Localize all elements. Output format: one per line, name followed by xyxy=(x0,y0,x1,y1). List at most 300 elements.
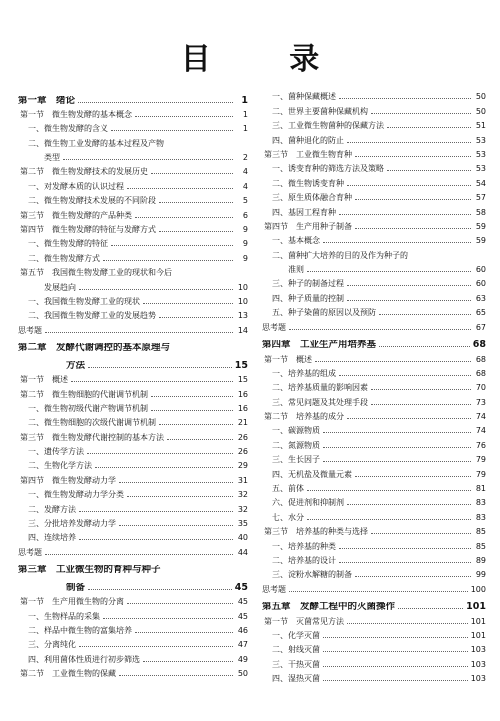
toc-section-entry xyxy=(18,595,248,609)
toc-page-number: 101 xyxy=(466,601,486,613)
toc-dot-leader xyxy=(398,608,463,609)
toc-page-number: 81 xyxy=(475,484,486,494)
toc-entry-title: 第一节 灭菌常见方法 xyxy=(264,616,344,626)
toc-page-number: 103 xyxy=(470,645,486,655)
toc-page-number: 50 xyxy=(475,92,486,102)
toc-page-number: 26 xyxy=(237,432,248,442)
toc-entry-title: 二、射线灭菌 xyxy=(272,645,320,655)
toc-dot-leader xyxy=(71,381,233,382)
toc-entry-title: 二、世界主要菌种保藏机构 xyxy=(272,106,368,116)
toc-page-number: 83 xyxy=(475,512,486,522)
toc-entry-title: 一、菌种保藏概述 xyxy=(272,92,336,102)
toc-dot-leader xyxy=(111,245,233,246)
toc-subsection-entry xyxy=(18,517,248,531)
toc-section-entry xyxy=(18,266,248,280)
toc-subsection-entry xyxy=(18,638,248,652)
toc-page-number: 103 xyxy=(470,674,486,684)
toc-subsection-entry xyxy=(262,176,486,190)
toc-section-entry xyxy=(18,223,248,237)
toc-page-number: 65 xyxy=(475,308,486,318)
toc-dot-leader xyxy=(347,300,471,301)
toc-entry-title: 发展趋向 xyxy=(44,282,76,292)
toc-page-number: 15 xyxy=(234,359,248,371)
toc-chapter-entry xyxy=(262,335,486,353)
toc-dot-leader xyxy=(355,228,471,229)
toc-entry-title: 第二节 微生物细胞的代谢调节机制 xyxy=(20,389,148,399)
toc-entry-title: 三、工业微生物菌种的保藏方法 xyxy=(272,121,384,131)
toc-entry-title: 三、干热灭菌 xyxy=(272,659,320,669)
toc-subsection-entry xyxy=(262,496,486,510)
toc-dot-leader xyxy=(355,476,471,477)
toc-section-entry xyxy=(18,473,248,487)
toc-entry-title: 二、微生物发酵技术发展的不同阶段 xyxy=(28,196,156,206)
toc-dot-leader xyxy=(371,533,471,534)
toc-entry-title: 三、常见问题及其处理手段 xyxy=(272,397,368,407)
toc-subsection-entry xyxy=(262,277,486,291)
toc-dot-leader xyxy=(289,329,471,330)
toc-subsection-entry xyxy=(18,624,248,638)
toc-subsection-entry xyxy=(262,657,486,671)
toc-entry-title: 制备 xyxy=(66,582,86,593)
toc-entry-title: 四、连续培养 xyxy=(28,533,76,543)
toc-entry-title: 七、水分 xyxy=(272,512,304,522)
toc-dot-leader xyxy=(95,467,233,468)
toc-entry-title: 三、原生质体融合育种 xyxy=(272,193,352,203)
toc-page-number: 31 xyxy=(237,475,248,485)
toc-entry-title: 第四节 生产用种子制备 xyxy=(264,221,352,231)
toc-subsection-entry xyxy=(262,395,486,409)
toc-entry-title: 二、培养基质量的影响因素 xyxy=(272,383,368,393)
toc-exercises-entry xyxy=(18,323,248,337)
toc-entry-title: 二、微生物细胞的次级代谢调节机制 xyxy=(28,418,156,428)
toc-entry-title: 一、我国微生物发酵工业的现状 xyxy=(28,296,140,306)
toc-page-number: 40 xyxy=(237,533,248,543)
toc-entry-title: 第五节 我国微生物发酵工业的现状和今后 xyxy=(20,268,172,278)
toc-page-number: 101 xyxy=(470,616,486,626)
toc-entry-title: 第二节 培养基的成分 xyxy=(264,412,344,422)
toc-entry-title: 三、淀粉水解糖的制备 xyxy=(272,570,352,580)
toc-page-number: 58 xyxy=(475,207,486,217)
toc-entry-title: 一、对发酵本质的认识过程 xyxy=(28,181,124,191)
toc-page-number: 63 xyxy=(475,293,486,303)
toc-entry-title: 二、微生物发酵方式 xyxy=(28,253,100,263)
toc-page-number: 73 xyxy=(475,397,486,407)
toc-subsection-entry xyxy=(262,191,486,205)
toc-entry-title: 一、化学灭菌 xyxy=(272,631,320,641)
toc-chapter-entry xyxy=(18,560,248,578)
toc-page-number: 35 xyxy=(237,519,248,529)
toc-subsection-entry xyxy=(262,539,486,553)
toc-page-number: 10 xyxy=(237,282,248,292)
toc-subsection-entry xyxy=(262,248,486,262)
toc-dot-leader xyxy=(79,289,233,290)
toc-page-number: 44 xyxy=(237,547,248,557)
toc-dot-leader xyxy=(371,113,471,114)
toc-entry-title: 第一节 生产用微生物的分离 xyxy=(20,597,124,607)
toc-page-number: 59 xyxy=(475,236,486,246)
toc-subsection-entry xyxy=(18,194,248,208)
toc-entry-title: 二、发酵方法 xyxy=(28,504,76,514)
toc-dot-leader xyxy=(111,130,233,131)
toc-subsection-entry xyxy=(262,453,486,467)
toc-exercises-entry xyxy=(18,545,248,559)
toc-entry-title: 类型 xyxy=(44,153,60,163)
toc-dot-leader xyxy=(323,680,468,681)
toc-dot-leader xyxy=(339,375,471,376)
toc-page-number: 32 xyxy=(237,490,248,500)
toc-dot-leader xyxy=(339,548,471,549)
toc-page-number: 4 xyxy=(242,181,248,191)
toc-entry-title: 二、样品中微生物的富集培养 xyxy=(28,626,132,635)
toc-subsection-entry xyxy=(18,459,248,473)
toc-page-number: 9 xyxy=(242,239,248,249)
toc-page-number: 74 xyxy=(475,426,486,436)
toc-entry-title: 一、微生物发酵动力学分类 xyxy=(28,490,124,500)
toc-dot-leader xyxy=(135,116,233,117)
toc-page-number: 26 xyxy=(237,447,248,457)
toc-page-number: 14 xyxy=(237,325,248,335)
toc-dot-leader xyxy=(159,202,233,203)
toc-page-number: 16 xyxy=(237,403,248,413)
toc-subsection-entry xyxy=(262,381,486,395)
toc-page-number: 103 xyxy=(470,659,486,669)
toc-subsection-entry xyxy=(262,291,486,305)
toc-subsection-entry xyxy=(262,90,486,104)
toc-page-number: 5 xyxy=(242,196,248,206)
toc-subsection-entry xyxy=(18,122,248,136)
toc-chapter-entry xyxy=(18,90,248,108)
toc-subsection-entry xyxy=(262,467,486,481)
toc-entry-title: 一、微生物初级代谢产物调节机制 xyxy=(28,403,148,413)
toc-page-number: 57 xyxy=(475,193,486,203)
toc-section-entry xyxy=(18,208,248,222)
toc-entry-title: 准则 xyxy=(288,265,304,275)
toc-page-number: 53 xyxy=(475,149,486,159)
toc-subsection-entry xyxy=(18,652,248,666)
toc-page-number: 13 xyxy=(237,311,248,321)
toc-page-number: 53 xyxy=(475,164,486,174)
toc-page-number: 76 xyxy=(475,440,486,450)
toc-page-number: 79 xyxy=(475,455,486,465)
toc-entry-title: 第四节 微生物发酵的特征与发酵方式 xyxy=(20,225,156,235)
toc-entry-title: 二、微生物诱变育种 xyxy=(272,178,344,188)
toc-entry-title: 思考题 xyxy=(18,547,42,557)
toc-section-entry xyxy=(262,410,486,424)
toc-entry-title: 一、诱变育种的筛选方法及策略 xyxy=(272,164,384,174)
toc-page-number: 50 xyxy=(237,669,248,679)
toc-dot-leader xyxy=(307,519,471,520)
toc-entry-title: 一、培养基的组成 xyxy=(272,368,336,378)
toc-page-number: 54 xyxy=(475,178,486,188)
toc-entry-continued xyxy=(18,151,248,165)
toc-entry-title: 二、我国微生物发酵工业的发展趋势 xyxy=(28,311,156,321)
toc-dot-leader xyxy=(79,539,233,540)
toc-chapter-entry-continued xyxy=(18,577,248,595)
toc-subsection-entry xyxy=(262,643,486,657)
toc-entry-title: 五、前体 xyxy=(272,484,304,494)
toc-subsection-entry xyxy=(262,205,486,219)
toc-subsection-entry xyxy=(18,136,248,150)
toc-dot-leader xyxy=(78,102,233,103)
toc-entry-continued xyxy=(18,280,248,294)
toc-dot-leader xyxy=(307,271,471,272)
toc-subsection-entry xyxy=(262,424,486,438)
toc-entry-title: 第二节 微生物发酵技术的发展历史 xyxy=(20,167,148,177)
toc-dot-leader xyxy=(143,661,233,662)
toc-dot-leader xyxy=(143,303,233,304)
toc-entry-title: 二、氮源物质 xyxy=(272,440,320,450)
toc-subsection-entry xyxy=(262,629,486,643)
toc-dot-leader xyxy=(135,632,233,633)
toc-dot-leader xyxy=(323,432,471,433)
toc-dot-leader xyxy=(79,646,233,647)
toc-dot-leader xyxy=(151,410,233,411)
toc-dot-leader xyxy=(159,424,233,425)
toc-entry-title: 二、培养基的设计 xyxy=(272,556,336,565)
toc-entry-title: 第一节 概述 xyxy=(20,375,68,385)
toc-dot-leader xyxy=(371,404,471,405)
toc-dot-leader xyxy=(135,217,233,218)
toc-entry-title: 一、微生物发酵的含义 xyxy=(28,124,108,134)
toc-subsection-entry xyxy=(262,119,486,133)
toc-entry-title: 第三节 工业微生物育种 xyxy=(264,149,352,159)
toc-dot-leader xyxy=(347,418,471,419)
toc-entry-title: 三、生长因子 xyxy=(272,455,320,465)
toc-page-number: 1 xyxy=(241,94,248,106)
toc-entry-title: 方法 xyxy=(66,360,86,371)
toc-dot-leader xyxy=(79,511,233,512)
toc-subsection-entry xyxy=(18,502,248,516)
toc-page-number: 4 xyxy=(242,167,248,177)
toc-section-entry xyxy=(262,148,486,162)
toc-subsection-entry xyxy=(262,438,486,452)
toc-entry-title: 一、碳源物质 xyxy=(272,426,320,436)
toc-dot-leader xyxy=(371,389,471,390)
toc-subsection-entry xyxy=(18,531,248,545)
toc-section-entry xyxy=(18,667,248,681)
toc-subsection-entry xyxy=(18,237,248,251)
toc-dot-leader xyxy=(347,185,471,186)
toc-dot-leader xyxy=(323,242,471,243)
toc-page-number: 10 xyxy=(237,296,248,306)
toc-page-number: 79 xyxy=(475,469,486,479)
toc-dot-leader xyxy=(88,367,232,368)
toc-page-number: 6 xyxy=(242,210,248,220)
toc-page-number: 45 xyxy=(234,581,248,593)
toc-dot-leader xyxy=(289,591,468,592)
toc-entry-title: 四、利用菌体性质进行初步筛选 xyxy=(28,654,140,664)
toc-subsection-entry xyxy=(18,251,248,265)
toc-entry-title: 第三节 微生物发酵的产品种类 xyxy=(20,210,132,220)
toc-subsection-entry xyxy=(18,179,248,193)
toc-page-number: 29 xyxy=(237,461,248,471)
toc-page-number: 53 xyxy=(475,135,486,145)
toc-exercises-entry xyxy=(262,582,486,596)
toc-dot-leader xyxy=(323,666,468,667)
toc-subsection-entry xyxy=(262,510,486,524)
toc-page-number: 101 xyxy=(470,631,486,641)
toc-subsection-entry xyxy=(262,133,486,147)
toc-dot-leader xyxy=(339,214,471,215)
toc-entry-title: 第三节 培养基的种类与选择 xyxy=(264,527,368,537)
toc-page-number: 85 xyxy=(475,541,486,551)
toc-dot-leader xyxy=(339,562,471,563)
toc-page-number: 9 xyxy=(242,225,248,235)
toc-dot-leader xyxy=(323,637,468,638)
toc-dot-leader xyxy=(307,490,471,491)
toc-dot-leader xyxy=(347,504,471,505)
toc-section-entry xyxy=(18,387,248,401)
toc-entry-title: 四、基因工程育种 xyxy=(272,207,336,217)
toc-exercises-entry xyxy=(262,320,486,334)
toc-subsection-entry xyxy=(262,104,486,118)
toc-dot-leader xyxy=(323,447,471,448)
toc-entry-title: 二、菌种扩大培养的目的及作为种子的 xyxy=(272,250,408,260)
toc-section-entry xyxy=(18,165,248,179)
toc-page-number: 45 xyxy=(237,611,248,621)
toc-dot-leader xyxy=(347,142,471,143)
toc-entry-title: 第一节 微生物发酵的基本概念 xyxy=(20,109,132,119)
toc-subsection-entry xyxy=(262,162,486,176)
toc-entry-title: 三、分离纯化 xyxy=(28,640,76,650)
toc-page-number: 60 xyxy=(475,265,486,275)
toc-dot-leader xyxy=(127,496,233,497)
toc-subsection-entry xyxy=(18,609,248,623)
toc-page-number: 67 xyxy=(475,322,486,332)
toc-dot-leader xyxy=(347,623,468,624)
toc-subsection-entry xyxy=(18,445,248,459)
toc-subsection-entry xyxy=(262,306,486,320)
toc-page-number: 1 xyxy=(242,109,248,119)
toc-entry-title: 第三节 微生物发酵代谢控制的基本方法 xyxy=(20,432,164,442)
toc-page-number: 74 xyxy=(475,412,486,422)
toc-entry-title: 六、促进剂和抑制剂 xyxy=(272,498,344,508)
toc-page-number: 68 xyxy=(475,354,486,364)
toc-subsection-entry xyxy=(262,367,486,381)
toc-dot-leader xyxy=(159,231,233,232)
toc-entry-title: 一、遗传学方法 xyxy=(28,447,84,457)
toc-subsection-entry xyxy=(18,402,248,416)
toc-dot-leader xyxy=(119,525,233,526)
toc-right-column xyxy=(262,90,486,686)
toc-dot-leader xyxy=(323,651,468,652)
toc-entry-title: 四、种子质量的控制 xyxy=(272,293,344,303)
toc-chapter-entry xyxy=(262,597,486,615)
toc-left-column xyxy=(18,90,248,681)
toc-page-number: 85 xyxy=(475,527,486,537)
toc-dot-leader xyxy=(339,98,471,99)
toc-dot-leader xyxy=(323,461,471,462)
toc-dot-leader xyxy=(127,603,233,604)
toc-entry-title: 三、种子的制备过程 xyxy=(272,279,344,289)
toc-page-number: 70 xyxy=(475,383,486,393)
toc-section-entry xyxy=(262,220,486,234)
toc-subsection-entry xyxy=(18,295,248,309)
toc-page-number: 59 xyxy=(475,221,486,231)
toc-dot-leader xyxy=(355,156,471,157)
toc-page-number: 2 xyxy=(242,153,248,163)
toc-section-entry xyxy=(18,430,248,444)
toc-entry-title: 思考题 xyxy=(262,322,286,332)
toc-dot-leader xyxy=(355,199,471,200)
toc-dot-leader xyxy=(159,317,233,318)
toc-dot-leader xyxy=(167,439,233,440)
toc-entry-title: 五、种子染菌的原因以及预防 xyxy=(272,308,376,318)
toc-entry-title: 二、生物化学方法 xyxy=(28,461,92,471)
toc-dot-leader xyxy=(379,314,471,315)
toc-entry-title: 四、湿热灭菌 xyxy=(272,674,320,684)
toc-page-number: 9 xyxy=(242,253,248,263)
toc-section-entry xyxy=(262,525,486,539)
toc-dot-leader xyxy=(45,332,233,333)
toc-page-number: 51 xyxy=(475,121,486,131)
toc-page-number: 1 xyxy=(242,124,248,134)
toc-page-number: 49 xyxy=(237,654,248,664)
toc-dot-leader xyxy=(315,361,471,362)
toc-dot-leader xyxy=(355,576,471,577)
toc-page-number: 45 xyxy=(237,597,248,607)
toc-subsection-entry xyxy=(262,482,486,496)
toc-entry-title: 第二节 工业微生物的保藏 xyxy=(20,669,116,679)
toc-page-number: 21 xyxy=(237,418,248,428)
toc-entry-title: 二、微生物工业发酵的基本过程及产物 xyxy=(28,138,164,148)
toc-page-number: 99 xyxy=(475,570,486,580)
toc-subsection-entry xyxy=(262,568,486,582)
toc-entry-title: 一、微生物发酵的特征 xyxy=(28,239,108,249)
toc-page-number: 50 xyxy=(475,106,486,116)
toc-section-entry xyxy=(262,352,486,366)
toc-dot-leader xyxy=(87,453,233,454)
toc-dot-leader xyxy=(119,482,233,483)
toc-section-entry xyxy=(18,373,248,387)
toc-entry-title: 四、菌种退化的防止 xyxy=(272,135,344,145)
toc-section-entry xyxy=(262,614,486,628)
toc-entry-title: 第四章 工业生产用培养基 xyxy=(262,340,377,351)
toc-entry-title: 一、培养基的种类 xyxy=(272,541,336,551)
toc-dot-leader xyxy=(88,589,232,590)
toc-entry-title: 三、分批培养发酵动力学 xyxy=(28,519,116,529)
toc-subsection-entry xyxy=(262,672,486,686)
toc-page-number: 89 xyxy=(475,556,486,565)
toc-entry-title: 第一节 概述 xyxy=(264,354,312,364)
toc-entry-title: 第一章 绪论 xyxy=(18,95,76,106)
toc-dot-leader xyxy=(347,285,471,286)
toc-chapter-entry xyxy=(18,338,248,356)
toc-chapter-entry-continued xyxy=(18,355,248,373)
toc-subsection-entry xyxy=(262,234,486,248)
toc-entry-title: 一、基本概念 xyxy=(272,236,320,246)
toc-dot-leader xyxy=(103,260,233,261)
page-title: 目 录 xyxy=(180,42,354,77)
toc-page-number: 15 xyxy=(237,375,248,385)
toc-page-number: 68 xyxy=(475,368,486,378)
toc-subsection-entry xyxy=(18,488,248,502)
toc-dot-leader xyxy=(45,554,233,555)
toc-entry-title: 第五章 发酵工程中的灭菌操作 xyxy=(262,602,396,613)
toc-dot-leader xyxy=(63,159,233,160)
toc-page-number: 60 xyxy=(475,279,486,289)
toc-section-entry xyxy=(18,108,248,122)
toc-entry-continued xyxy=(262,263,486,277)
toc-page-number: 32 xyxy=(237,504,248,514)
toc-page-number: 100 xyxy=(470,584,486,594)
toc-entry-title: 第二章 发酵代谢调控的基本原理与 xyxy=(18,343,171,354)
toc-subsection-entry xyxy=(18,416,248,430)
toc-entry-title: 四、无机盐及微量元素 xyxy=(272,469,352,479)
toc-dot-leader xyxy=(119,675,233,676)
toc-dot-leader xyxy=(387,170,471,171)
toc-entry-title: 一、生物样品的采集 xyxy=(28,611,100,621)
